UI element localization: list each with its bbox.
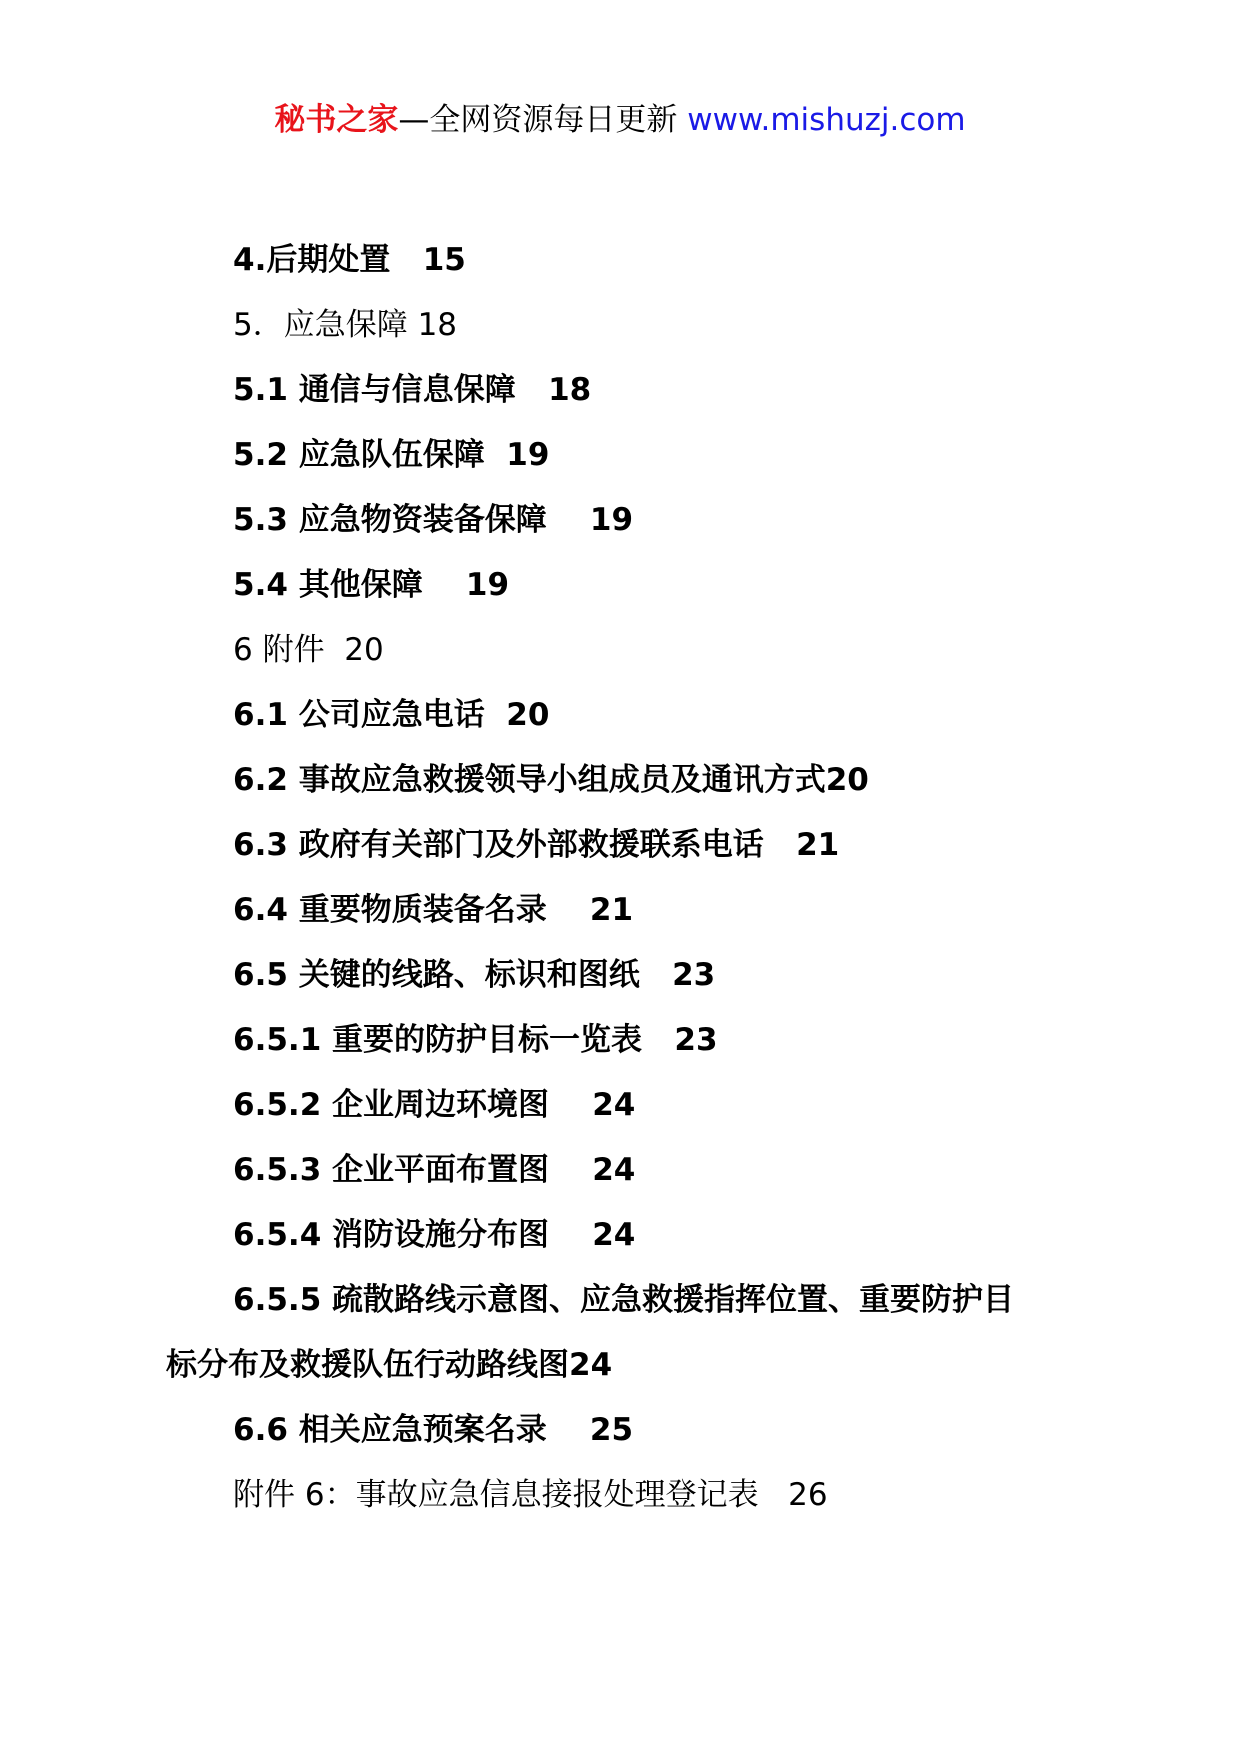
toc-entry-6-5-3[interactable]: 6.5.3 企业平面布置图 24 bbox=[233, 1152, 636, 1188]
toc-entry-appendix-6[interactable]: 附件 6：事故应急信息接报处理登记表 26 bbox=[233, 1477, 828, 1513]
toc-entry-5-4[interactable]: 5.4 其他保障 19 bbox=[233, 567, 510, 603]
toc-entry-6-5-5-continued[interactable]: 标分布及救援队伍行动路线图24 bbox=[166, 1347, 613, 1383]
toc-entry-6-5-2[interactable]: 6.5.2 企业周边环境图 24 bbox=[233, 1087, 636, 1123]
toc-entry-4[interactable]: 4.后期处置 15 bbox=[233, 242, 466, 278]
toc-entry-5-1[interactable]: 5.1 通信与信息保障 18 bbox=[233, 372, 592, 408]
toc-entry-6-5[interactable]: 6.5 关键的线路、标识和图纸 23 bbox=[233, 957, 716, 993]
header-url-link[interactable]: www.mishuzj.com bbox=[687, 102, 966, 138]
toc-entry-6-6[interactable]: 6.6 相关应急预案名录 25 bbox=[233, 1412, 634, 1448]
toc-entry-6-3[interactable]: 6.3 政府有关部门及外部救援联系电话 21 bbox=[233, 827, 840, 863]
header-tagline: —全网资源每日更新 bbox=[398, 102, 688, 138]
toc-entry-6-5-4[interactable]: 6.5.4 消防设施分布图 24 bbox=[233, 1217, 636, 1253]
toc-entry-6-5-1[interactable]: 6.5.1 重要的防护目标一览表 23 bbox=[233, 1022, 718, 1058]
toc-entry-6-2[interactable]: 6.2 事故应急救援领导小组成员及通讯方式20 bbox=[233, 762, 869, 798]
toc-entry-5-2[interactable]: 5.2 应急队伍保障 19 bbox=[233, 437, 550, 473]
toc-entry-6-4[interactable]: 6.4 重要物质装备名录 21 bbox=[233, 892, 634, 928]
toc-entry-6[interactable]: 6 附件 20 bbox=[233, 632, 384, 668]
header-brand: 秘书之家 bbox=[274, 102, 399, 138]
toc-entry-6-1[interactable]: 6.1 公司应急电话 20 bbox=[233, 697, 550, 733]
toc-entry-6-5-5[interactable]: 6.5.5 疏散路线示意图、应急救援指挥位置、重要防护目 bbox=[233, 1282, 1015, 1318]
toc-entry-5-3[interactable]: 5.3 应急物资装备保障 19 bbox=[233, 502, 634, 538]
toc-entry-5[interactable]: 5．应急保障 18 bbox=[233, 307, 458, 343]
page-header bbox=[0, 100, 1240, 140]
